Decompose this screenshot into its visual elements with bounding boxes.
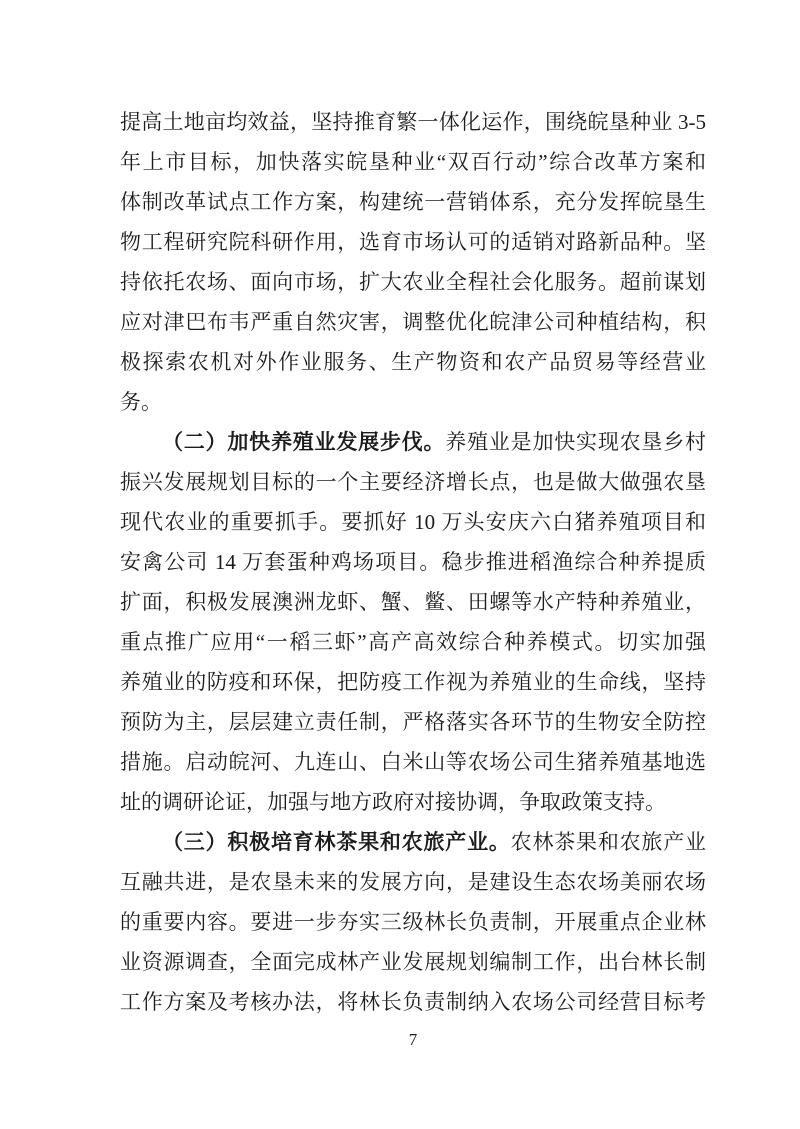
text-run: 物工程研究院科研作用，选育市场认可的适销对路新品种。坚 [120, 230, 706, 254]
text-line [120, 542, 706, 582]
text-line [120, 342, 706, 382]
text-run: 提高土地亩均效益，坚持推育繁一体化运作，围绕皖垦种业 3-5 [120, 110, 706, 134]
text-line [120, 582, 706, 622]
text-run: 年上市目标，加快落实皖垦种业“双百行动”综合改革方案和 [120, 150, 706, 174]
section-heading-run: （三）积极培育林茶果和农旅产业。 [162, 830, 511, 854]
text-line [120, 182, 706, 222]
document-lines [120, 102, 706, 1022]
text-line [120, 742, 706, 782]
text-run: 安禽公司 14 万套蛋种鸡场项目。稳步推进稻渔综合种养提质 [120, 550, 706, 574]
text-run: 应对津巴布韦严重自然灾害，调整优化皖津公司种植结构，积 [120, 310, 706, 334]
text-line [120, 822, 706, 862]
text-run: 养殖业是加快实现农垦乡村 [445, 430, 707, 454]
text-run: 重点推广应用“一稻三虾”高产高效综合种养模式。切实加强 [120, 630, 706, 654]
text-run: 持依托农场、面向市场，扩大农业全程社会化服务。超前谋划 [120, 270, 706, 294]
text-line [120, 502, 706, 542]
text-line [120, 222, 706, 262]
text-run: 址的调研论证，加强与地方政府对接协调，争取政策支持。 [120, 790, 666, 814]
page-number: 7 [408, 1030, 418, 1049]
text-run: 养殖业的防疫和环保，把防疫工作视为养殖业的生命线，坚持 [120, 670, 706, 694]
text-run: 预防为主，层层建立责任制，严格落实各环节的生物安全防控 [120, 710, 706, 734]
text-run: 互融共进，是农垦未来的发展方向，是建设生态农场美丽农场 [120, 870, 706, 894]
text-line [120, 302, 706, 342]
section-heading-run: （二）加快养殖业发展步伐。 [162, 430, 446, 454]
text-line [120, 422, 706, 462]
text-run: 务。 [120, 390, 162, 414]
text-run: 扩面，积极发展澳洲龙虾、蟹、鳖、田螺等水产特种养殖业， [120, 590, 706, 614]
text-line [120, 142, 706, 182]
text-line [120, 782, 706, 822]
text-line [120, 262, 706, 302]
text-run: 极探索农机对外作业服务、生产物资和农产品贸易等经营业 [120, 350, 706, 374]
text-line [120, 462, 706, 502]
text-run: 业资源调查，全面完成林产业发展规划编制工作，出台林长制 [120, 950, 706, 974]
text-run: 工作方案及考核办法，将林长负责制纳入农场公司经营目标考 [120, 990, 706, 1014]
text-line [120, 942, 706, 982]
text-line [120, 902, 706, 942]
text-run: 农林茶果和农旅产业 [510, 830, 707, 854]
text-line [120, 702, 706, 742]
text-line [120, 982, 706, 1022]
text-line [120, 662, 706, 702]
text-run: 振兴发展规划目标的一个主要经济增长点，也是做大做强农垦 [120, 470, 706, 494]
text-run: 措施。启动皖河、九连山、白米山等农场公司生猪养殖基地选 [120, 750, 706, 774]
text-line [120, 862, 706, 902]
text-line [120, 622, 706, 662]
text-line [120, 102, 706, 142]
text-run: 现代农业的重要抓手。要抓好 10 万头安庆六白猪养殖项目和 [120, 510, 706, 534]
text-run: 的重要内容。要进一步夯实三级林长负责制，开展重点企业林 [120, 910, 706, 934]
text-run: 体制改革试点工作方案，构建统一营销体系，充分发挥皖垦生 [120, 190, 706, 214]
text-line [120, 382, 706, 422]
